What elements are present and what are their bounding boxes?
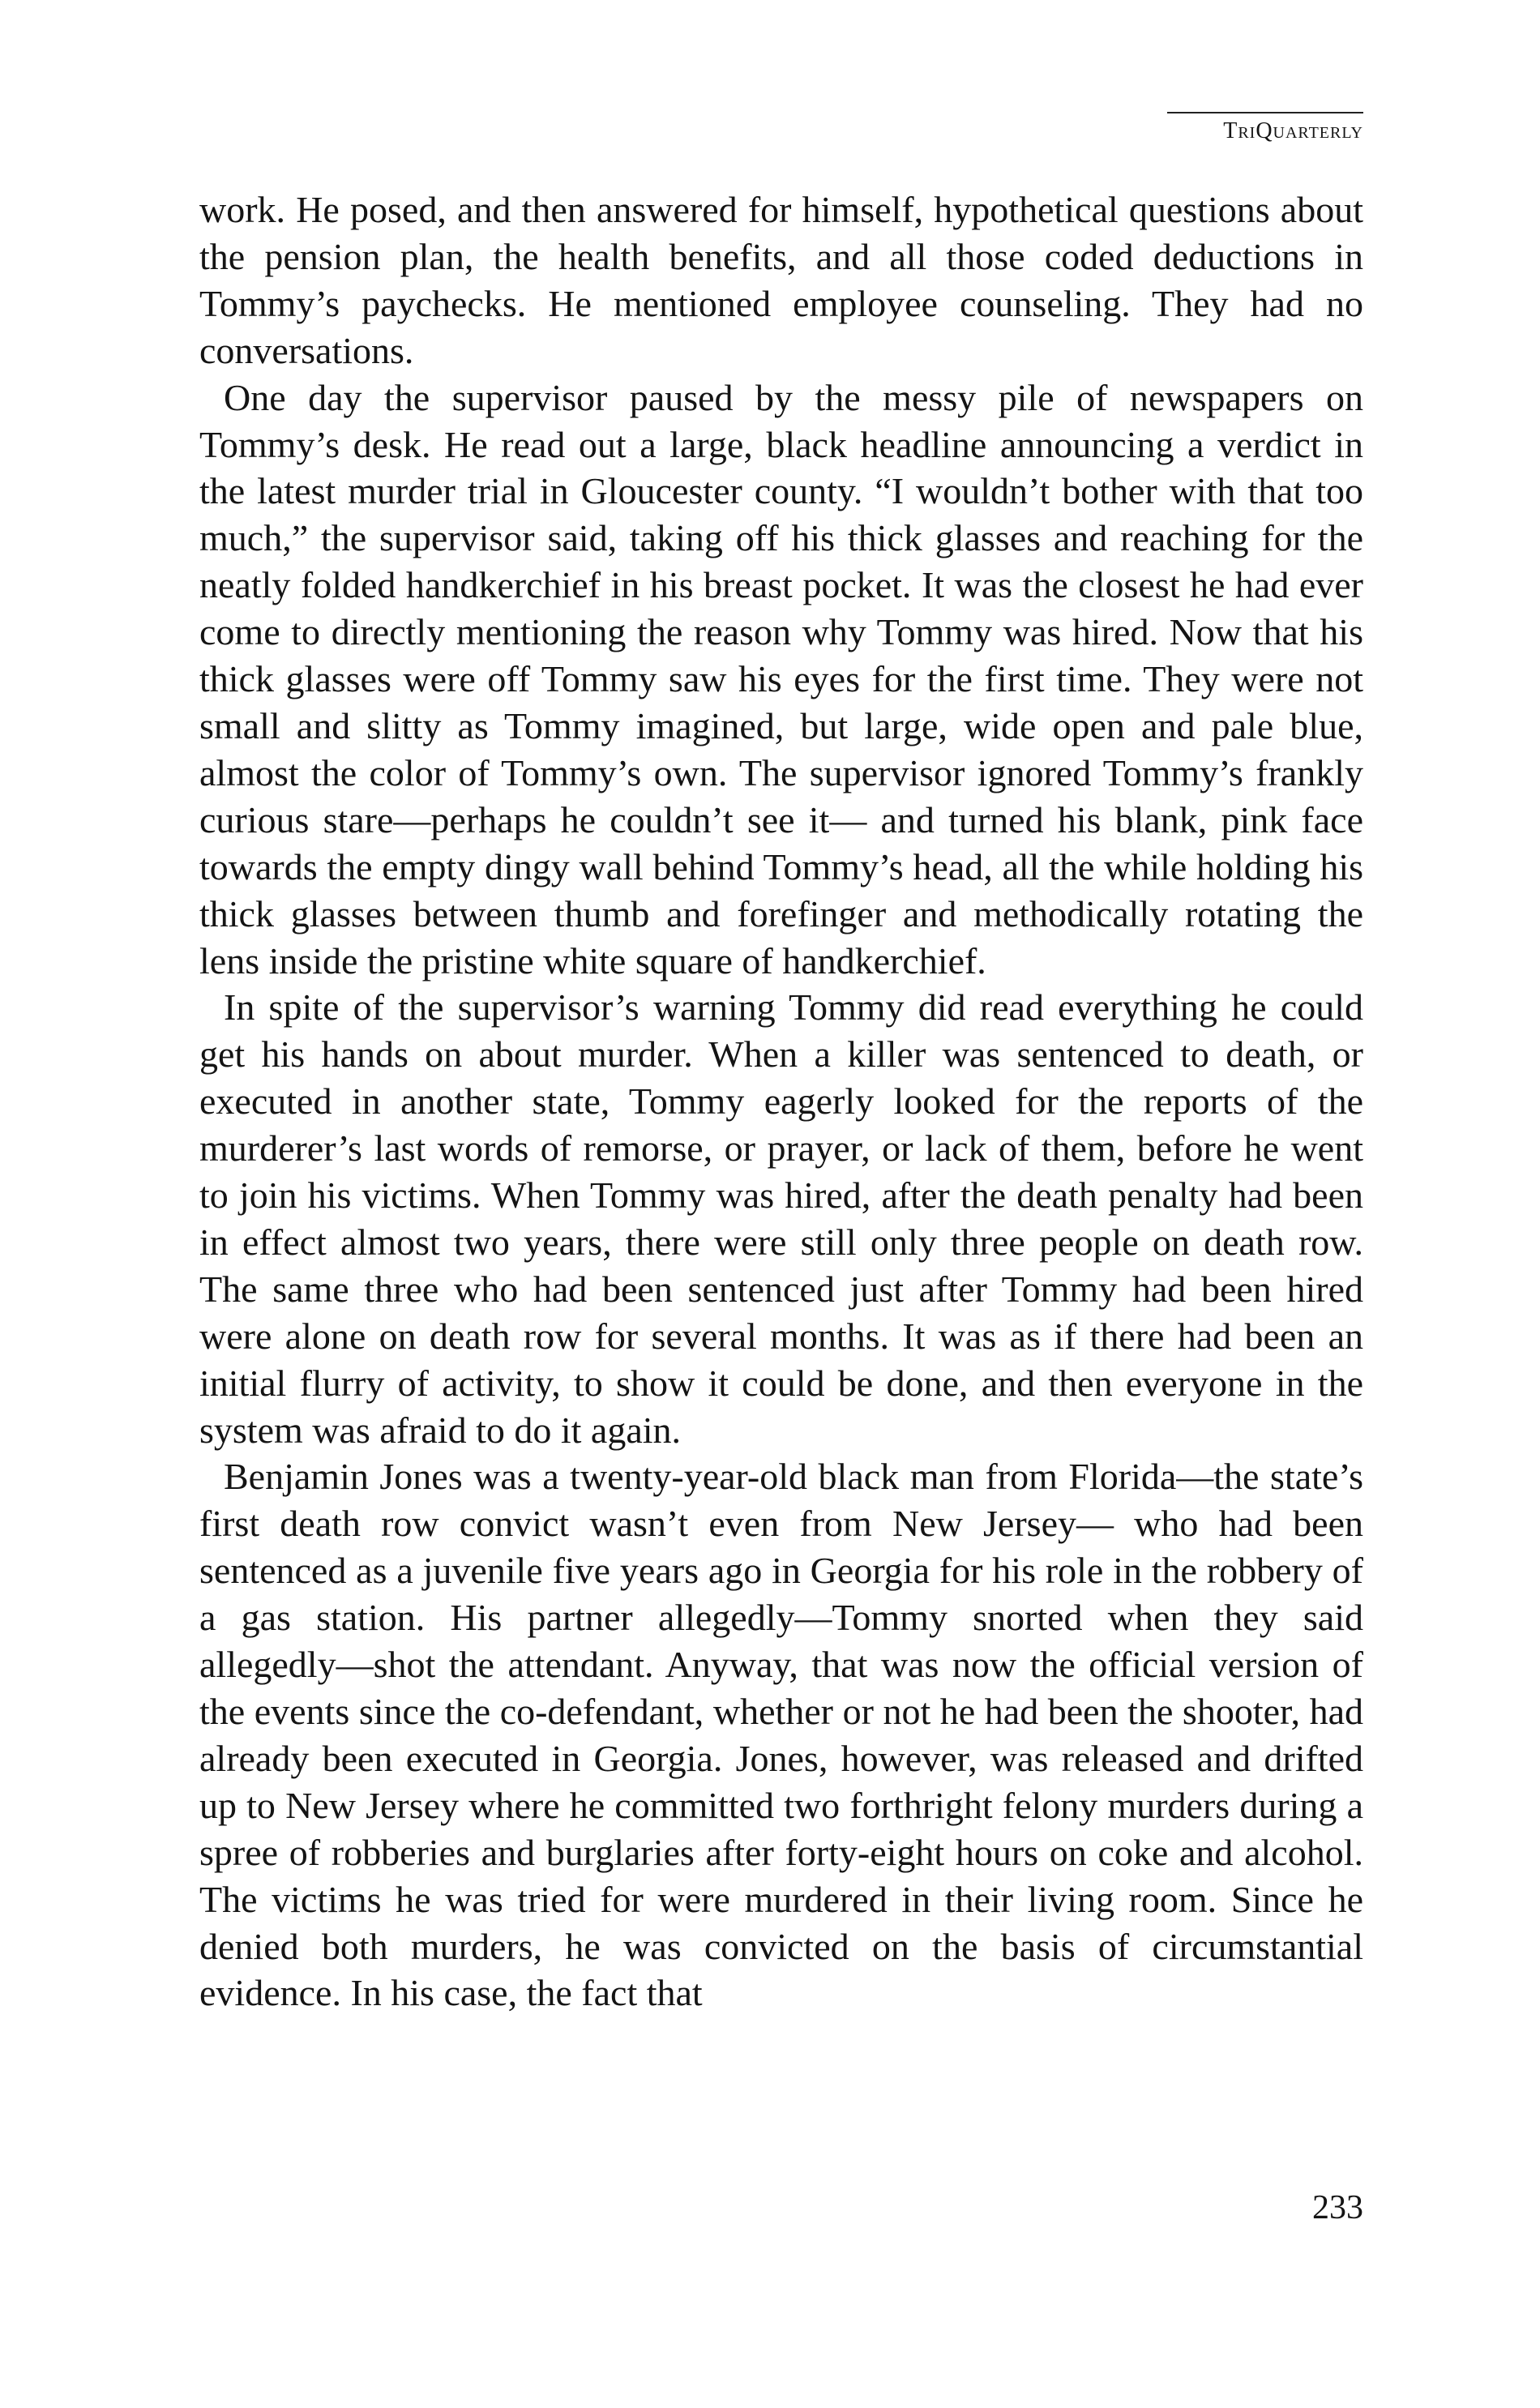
body-text bbox=[199, 186, 1363, 2017]
paragraph-1: work. He posed, and then answered for himself, hypothetical questions about the pension plan, the health benefits, and all those coded deductions in Tommy’s paychecks. He mentioned employee counseling. They had no conversations. bbox=[199, 189, 1363, 371]
paragraph-4: Benjamin Jones was a twenty-year-old black man from Florida—the state’s first death row convict wasn’t even from New Jersey— who had been sentenced as a juvenile five years ago in Georgia for his role in the robbery of a gas station. His partner allegedly—Tommy snorted when they said allegedly—shot the attendant. Anyway, that was now the official version of the events since the co-defendant, whether or not he had been the shooter, had already been executed in Georgia. Jones, however, was released and drifted up to New Jersey where he committed two forthright felony murders during a spree of robberies and burglaries after forty-eight hours on coke and alcohol. The victims he was tried for were murdered in their living room. Since he denied both murders, he was convicted on the basis of circumstantial evidence. In his case, the fact that bbox=[199, 1456, 1363, 2014]
paragraph-3: In spite of the supervisor’s warning Tommy did read everything he could get his hands on about murder. When a killer was sentenced to death, or executed in another state, Tommy eagerly looked for the reports of the murderer’s last words of remorse, or prayer, or lack of them, before he went to join his victims. When Tommy was hired, after the death penalty had been in effect almost two years, there were still only three people on death row. The same three who had been sentenced just after Tommy had been hired were alone on death row for several months. It was as if there had been an initial flurry of activity, to show it could be done, and then everyone in the system was afraid to do it again. bbox=[199, 986, 1363, 1451]
paragraph-2: One day the supervisor paused by the messy pile of newspapers on Tommy’s desk. He read out a large, black headline announcing a verdict in the latest murder trial in Gloucester county. “I wouldn’t bother with that too much,” the supervisor said, taking off his thick glasses and reaching for the neatly folded handkerchief in his breast pocket. It was the closest he had ever come to directly mentioning the reason why Tommy was hired. Now that his thick glasses were off Tommy saw his eyes for the first time. They were not small and slitty as Tommy imagined, but large, wide open and pale blue, almost the color of Tommy’s own. The supervisor ignored Tommy’s frankly curious stare—perhaps he couldn’t see it— and turned his blank, pink face towards the empty dingy wall behind Tommy’s head, all the while holding his thick glasses between thumb and forefinger and methodically rotating the lens inside the pristine white square of handkerchief. bbox=[199, 376, 1363, 982]
running-head: TriQuarterly bbox=[1167, 112, 1363, 144]
page-number: 233 bbox=[1312, 2189, 1363, 2226]
